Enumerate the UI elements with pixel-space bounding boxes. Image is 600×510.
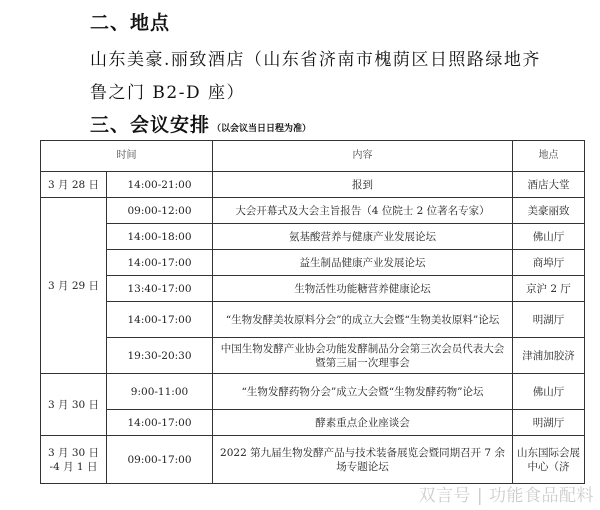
place-cell: 明湖厅 [513,410,585,436]
table-row [41,338,585,374]
place-cell: 佛山厅 [513,224,585,250]
time-cell: 13:40-17:00 [107,276,213,302]
table-header-row [41,141,585,172]
time-cell: 14:00-18:00 [107,224,213,250]
table-row [41,302,585,338]
table-row [41,172,585,198]
header-place: 地点 [513,141,585,172]
place-cell: 明湖厅 [513,302,585,338]
table-row [41,224,585,250]
table-row [41,374,585,410]
venue-line-1: 山东美豪.丽致酒店（山东省济南市槐荫区日照路绿地齐 [90,50,541,70]
table-row [41,410,585,436]
time-cell: 19:30-20:30 [107,338,213,374]
place-cell: 山东国际会展中心（济 [513,436,585,484]
schedule-table [40,140,585,484]
content-cell: 2022 第九届生物发酵产品与技术装备展览会暨同期召开 7 余场专题论坛 [213,436,513,484]
watermark: 双言号 | 功能食品配料 [418,486,594,506]
place-cell: 商埠厅 [513,250,585,276]
content-cell: 中国生物发酵产业协会功能发酵制品分会第三次会员代表大会暨第三届一次理事会 [213,338,513,374]
table-row [41,198,585,224]
date-cell: 3 月 29 日 [41,198,107,374]
time-cell: 09:00-17:00 [107,436,213,484]
venue-line-2: 鲁之门 B2-D 座） [90,83,245,103]
table-row [41,250,585,276]
content-cell: 酵素重点企业座谈会 [213,410,513,436]
section-3-heading [90,110,311,137]
time-cell: 9:00-11:00 [107,374,213,410]
content-cell: 报到 [213,172,513,198]
content-cell: 大会开幕式及大会主旨报告（4 位院士 2 位著名专家） [213,198,513,224]
header-content: 内容 [213,141,513,172]
place-cell: 美豪丽致 [513,198,585,224]
content-cell: 氨基酸营养与健康产业发展论坛 [213,224,513,250]
table-row [41,436,585,484]
place-cell: 津浦加胶济 [513,338,585,374]
schedule-note: （以会议当日日程为准） [212,124,312,134]
date-cell: 3 月 28 日 [41,172,107,198]
header-time: 时间 [41,141,213,172]
content-cell: “生物发酵药物分会”成立大会暨“生物发酵药物”论坛 [213,374,513,410]
time-cell: 14:00-21:00 [107,172,213,198]
section-3-title: 三、会议安排 [90,114,211,136]
content-cell: “生物发酵美妆原料分会”的成立大会暨“生物美妆原料”论坛 [213,302,513,338]
date-cell: 3 月 30 日 -4 月 1 日 [41,436,107,484]
time-cell: 09:00-12:00 [107,198,213,224]
place-cell: 京沪 2 厅 [513,276,585,302]
place-cell: 佛山厅 [513,374,585,410]
table-row [41,276,585,302]
time-cell: 14:00-17:00 [107,302,213,338]
place-cell: 酒店大堂 [513,172,585,198]
content-cell: 生物活性功能糖营养健康论坛 [213,276,513,302]
section-2-heading: 二、地点 [90,12,171,34]
time-cell: 14:00-17:00 [107,410,213,436]
date-cell: 3 月 30 日 [41,374,107,436]
content-cell: 益生制品健康产业发展论坛 [213,250,513,276]
time-cell: 14:00-17:00 [107,250,213,276]
